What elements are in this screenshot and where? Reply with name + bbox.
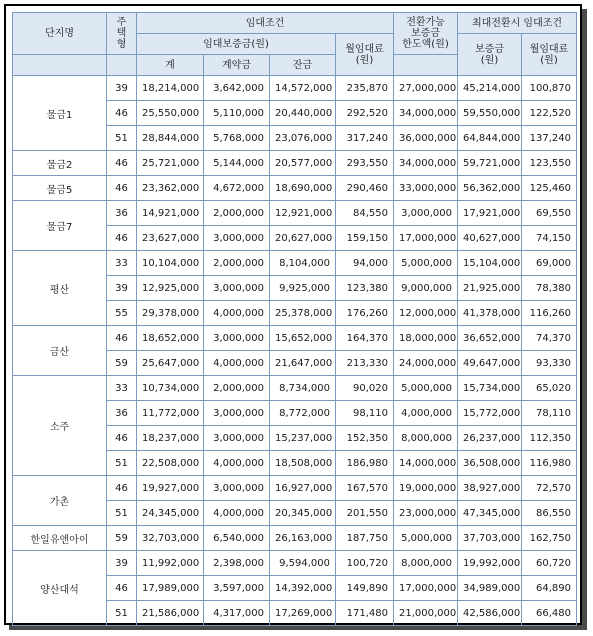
header-spacer [107, 55, 137, 76]
max-deposit-cell: 42,586,000 [458, 601, 522, 626]
header-convertible: 전환가능 보증금 한도액(원) [394, 13, 458, 55]
deposit-total-cell: 29,378,000 [137, 301, 204, 326]
unit-type-cell: 46 [107, 151, 137, 176]
deposit-balance-cell: 20,440,000 [270, 101, 336, 126]
deposit-total-cell: 14,921,000 [137, 201, 204, 226]
monthly-rent-cell: 186,980 [336, 451, 394, 476]
deposit-balance-cell: 20,627,000 [270, 226, 336, 251]
max-rent-cell: 122,520 [522, 101, 577, 126]
table-row [13, 376, 577, 401]
complex-name: 소주 [13, 376, 107, 476]
table-row [13, 176, 577, 201]
max-deposit-cell: 15,734,000 [458, 376, 522, 401]
monthly-rent-cell: 235,870 [336, 76, 394, 101]
max-rent-cell: 78,110 [522, 401, 577, 426]
deposit-balance-cell: 20,345,000 [270, 501, 336, 526]
deposit-balance-cell: 21,647,000 [270, 351, 336, 376]
monthly-rent-cell: 84,550 [336, 201, 394, 226]
unit-type-cell: 39 [107, 76, 137, 101]
deposit-total-cell: 10,104,000 [137, 251, 204, 276]
deposit-total-cell: 18,652,000 [137, 326, 204, 351]
deposit-balance-cell: 15,237,000 [270, 426, 336, 451]
monthly-rent-cell: 123,380 [336, 276, 394, 301]
max-deposit-cell: 41,378,000 [458, 301, 522, 326]
unit-type-cell: 46 [107, 576, 137, 601]
deposit-total-cell: 22,508,000 [137, 451, 204, 476]
complex-name: 물금2 [13, 151, 107, 176]
max-rent-cell: 69,550 [522, 201, 577, 226]
deposit-contract-cell: 6,540,000 [204, 526, 270, 551]
max-deposit-cell: 17,921,000 [458, 201, 522, 226]
monthly-rent-cell: 100,720 [336, 551, 394, 576]
monthly-rent-cell: 94,000 [336, 251, 394, 276]
convertible-limit-cell: 12,000,000 [394, 301, 458, 326]
max-deposit-cell: 36,508,000 [458, 451, 522, 476]
max-rent-cell: 137,240 [522, 126, 577, 151]
max-deposit-cell: 49,647,000 [458, 351, 522, 376]
unit-type-cell: 55 [107, 301, 137, 326]
max-deposit-cell: 36,652,000 [458, 326, 522, 351]
max-deposit-cell: 21,925,000 [458, 276, 522, 301]
max-deposit-cell: 45,214,000 [458, 76, 522, 101]
convertible-limit-cell: 3,000,000 [394, 201, 458, 226]
unit-type-cell: 46 [107, 426, 137, 451]
deposit-contract-cell: 3,000,000 [204, 226, 270, 251]
unit-type-cell: 46 [107, 326, 137, 351]
deposit-total-cell: 25,721,000 [137, 151, 204, 176]
unit-type-cell: 46 [107, 226, 137, 251]
monthly-rent-cell: 293,550 [336, 151, 394, 176]
deposit-contract-cell: 2,000,000 [204, 201, 270, 226]
unit-type-cell: 46 [107, 176, 137, 201]
complex-name: 물금5 [13, 176, 107, 201]
convertible-limit-cell: 36,000,000 [394, 126, 458, 151]
header-spacer [394, 55, 458, 76]
deposit-balance-cell: 18,508,000 [270, 451, 336, 476]
deposit-total-cell: 19,927,000 [137, 476, 204, 501]
unit-type-cell: 36 [107, 201, 137, 226]
max-rent-cell: 74,150 [522, 226, 577, 251]
unit-type-cell: 39 [107, 276, 137, 301]
complex-name: 금산 [13, 326, 107, 376]
deposit-balance-cell: 26,163,000 [270, 526, 336, 551]
unit-type-cell: 51 [107, 451, 137, 476]
monthly-rent-cell: 90,020 [336, 376, 394, 401]
deposit-contract-cell: 4,317,000 [204, 601, 270, 626]
table-row [13, 251, 577, 276]
convertible-limit-cell: 34,000,000 [394, 101, 458, 126]
table-row [13, 326, 577, 351]
deposit-balance-cell: 25,378,000 [270, 301, 336, 326]
convertible-limit-cell: 27,000,000 [394, 76, 458, 101]
monthly-rent-cell: 176,260 [336, 301, 394, 326]
max-deposit-cell: 19,992,000 [458, 551, 522, 576]
monthly-rent-cell: 152,350 [336, 426, 394, 451]
deposit-contract-cell: 5,110,000 [204, 101, 270, 126]
header-contract: 계약금 [204, 55, 270, 76]
deposit-total-cell: 25,550,000 [137, 101, 204, 126]
deposit-total-cell: 28,844,000 [137, 126, 204, 151]
max-rent-cell: 116,260 [522, 301, 577, 326]
max-deposit-cell: 34,989,000 [458, 576, 522, 601]
deposit-total-cell: 21,586,000 [137, 601, 204, 626]
deposit-contract-cell: 3,642,000 [204, 76, 270, 101]
convertible-limit-cell: 14,000,000 [394, 451, 458, 476]
max-rent-cell: 123,550 [522, 151, 577, 176]
deposit-contract-cell: 2,398,000 [204, 551, 270, 576]
deposit-balance-cell: 12,921,000 [270, 201, 336, 226]
max-deposit-cell: 26,237,000 [458, 426, 522, 451]
deposit-total-cell: 32,703,000 [137, 526, 204, 551]
deposit-contract-cell: 3,000,000 [204, 276, 270, 301]
unit-type-cell: 33 [107, 376, 137, 401]
convertible-limit-cell: 33,000,000 [394, 176, 458, 201]
deposit-contract-cell: 4,000,000 [204, 501, 270, 526]
table-row [13, 76, 577, 101]
monthly-rent-cell: 187,750 [336, 526, 394, 551]
max-rent-cell: 69,000 [522, 251, 577, 276]
convertible-limit-cell: 17,000,000 [394, 226, 458, 251]
deposit-total-cell: 23,627,000 [137, 226, 204, 251]
max-deposit-cell: 15,104,000 [458, 251, 522, 276]
unit-type-cell: 36 [107, 401, 137, 426]
deposit-balance-cell: 9,925,000 [270, 276, 336, 301]
deposit-total-cell: 12,925,000 [137, 276, 204, 301]
table-row [13, 526, 577, 551]
deposit-balance-cell: 8,772,000 [270, 401, 336, 426]
max-deposit-cell: 15,772,000 [458, 401, 522, 426]
monthly-rent-cell: 164,370 [336, 326, 394, 351]
convertible-limit-cell: 21,000,000 [394, 601, 458, 626]
convertible-limit-cell: 8,000,000 [394, 551, 458, 576]
unit-type-cell: 46 [107, 101, 137, 126]
max-deposit-cell: 47,345,000 [458, 501, 522, 526]
table-body [13, 76, 577, 626]
deposit-balance-cell: 16,927,000 [270, 476, 336, 501]
deposit-contract-cell: 4,000,000 [204, 301, 270, 326]
header-balance: 잔금 [270, 55, 336, 76]
deposit-total-cell: 11,772,000 [137, 401, 204, 426]
convertible-limit-cell: 18,000,000 [394, 326, 458, 351]
deposit-balance-cell: 15,652,000 [270, 326, 336, 351]
header-total: 계 [137, 55, 204, 76]
unit-type-cell: 51 [107, 501, 137, 526]
header-conv-rent: 월임대료 (원) [522, 34, 577, 76]
complex-name: 물금7 [13, 201, 107, 251]
deposit-contract-cell: 3,000,000 [204, 326, 270, 351]
monthly-rent-cell: 167,570 [336, 476, 394, 501]
max-deposit-cell: 56,362,000 [458, 176, 522, 201]
deposit-contract-cell: 3,000,000 [204, 401, 270, 426]
deposit-total-cell: 18,214,000 [137, 76, 204, 101]
max-rent-cell: 162,750 [522, 526, 577, 551]
max-rent-cell: 74,370 [522, 326, 577, 351]
unit-type-cell: 33 [107, 251, 137, 276]
deposit-contract-cell: 4,000,000 [204, 351, 270, 376]
max-rent-cell: 66,480 [522, 601, 577, 626]
convertible-limit-cell: 24,000,000 [394, 351, 458, 376]
deposit-total-cell: 17,989,000 [137, 576, 204, 601]
monthly-rent-cell: 317,240 [336, 126, 394, 151]
convertible-limit-cell: 5,000,000 [394, 526, 458, 551]
deposit-contract-cell: 4,672,000 [204, 176, 270, 201]
convertible-limit-cell: 5,000,000 [394, 251, 458, 276]
deposit-total-cell: 24,345,000 [137, 501, 204, 526]
deposit-balance-cell: 14,392,000 [270, 576, 336, 601]
deposit-balance-cell: 23,076,000 [270, 126, 336, 151]
convertible-limit-cell: 5,000,000 [394, 376, 458, 401]
deposit-balance-cell: 8,734,000 [270, 376, 336, 401]
convertible-limit-cell: 23,000,000 [394, 501, 458, 526]
convertible-limit-cell: 4,000,000 [394, 401, 458, 426]
convertible-limit-cell: 34,000,000 [394, 151, 458, 176]
header-monthly-rent: 월임대료 (원) [336, 34, 394, 76]
header-unit-type: 주 택 형 [107, 13, 137, 55]
unit-type-cell: 59 [107, 526, 137, 551]
lease-terms-table [12, 12, 577, 626]
header-spacer [13, 55, 107, 76]
max-rent-cell: 116,980 [522, 451, 577, 476]
header-deposit: 임대보증금(원) [137, 34, 336, 55]
monthly-rent-cell: 201,550 [336, 501, 394, 526]
max-deposit-cell: 38,927,000 [458, 476, 522, 501]
deposit-contract-cell: 3,000,000 [204, 426, 270, 451]
complex-name: 가촌 [13, 476, 107, 526]
convertible-limit-cell: 8,000,000 [394, 426, 458, 451]
header-lease-terms: 임대조건 [137, 13, 394, 34]
monthly-rent-cell: 290,460 [336, 176, 394, 201]
deposit-total-cell: 23,362,000 [137, 176, 204, 201]
deposit-balance-cell: 20,577,000 [270, 151, 336, 176]
unit-type-cell: 51 [107, 126, 137, 151]
convertible-limit-cell: 17,000,000 [394, 576, 458, 601]
deposit-total-cell: 11,992,000 [137, 551, 204, 576]
monthly-rent-cell: 171,480 [336, 601, 394, 626]
max-deposit-cell: 59,550,000 [458, 101, 522, 126]
deposit-total-cell: 18,237,000 [137, 426, 204, 451]
unit-type-cell: 39 [107, 551, 137, 576]
max-rent-cell: 64,890 [522, 576, 577, 601]
monthly-rent-cell: 213,330 [336, 351, 394, 376]
complex-name: 평산 [13, 251, 107, 326]
deposit-balance-cell: 18,690,000 [270, 176, 336, 201]
complex-name: 양산대석 [13, 551, 107, 626]
unit-type-cell: 46 [107, 476, 137, 501]
max-deposit-cell: 37,703,000 [458, 526, 522, 551]
deposit-contract-cell: 5,768,000 [204, 126, 270, 151]
table-row [13, 551, 577, 576]
monthly-rent-cell: 292,520 [336, 101, 394, 126]
max-rent-cell: 78,380 [522, 276, 577, 301]
unit-type-cell: 59 [107, 351, 137, 376]
max-deposit-cell: 64,844,000 [458, 126, 522, 151]
max-rent-cell: 86,550 [522, 501, 577, 526]
deposit-contract-cell: 3,597,000 [204, 576, 270, 601]
table-row [13, 151, 577, 176]
convertible-limit-cell: 19,000,000 [394, 476, 458, 501]
unit-type-cell: 51 [107, 601, 137, 626]
complex-name: 한일유앤아이 [13, 526, 107, 551]
table-frame [4, 4, 582, 625]
max-rent-cell: 93,330 [522, 351, 577, 376]
deposit-contract-cell: 2,000,000 [204, 251, 270, 276]
deposit-balance-cell: 8,104,000 [270, 251, 336, 276]
deposit-contract-cell: 4,000,000 [204, 451, 270, 476]
max-rent-cell: 65,020 [522, 376, 577, 401]
max-rent-cell: 100,870 [522, 76, 577, 101]
deposit-contract-cell: 2,000,000 [204, 376, 270, 401]
deposit-total-cell: 25,647,000 [137, 351, 204, 376]
max-rent-cell: 112,350 [522, 426, 577, 451]
header-complex: 단지명 [13, 13, 107, 55]
max-deposit-cell: 59,721,000 [458, 151, 522, 176]
max-deposit-cell: 40,627,000 [458, 226, 522, 251]
deposit-total-cell: 10,734,000 [137, 376, 204, 401]
deposit-balance-cell: 17,269,000 [270, 601, 336, 626]
table-row [13, 476, 577, 501]
max-rent-cell: 60,720 [522, 551, 577, 576]
deposit-balance-cell: 14,572,000 [270, 76, 336, 101]
complex-name: 물금1 [13, 76, 107, 151]
convertible-limit-cell: 9,000,000 [394, 276, 458, 301]
monthly-rent-cell: 149,890 [336, 576, 394, 601]
deposit-contract-cell: 3,000,000 [204, 476, 270, 501]
max-rent-cell: 125,460 [522, 176, 577, 201]
monthly-rent-cell: 159,150 [336, 226, 394, 251]
header-max-conversion: 최대전환시 임대조건 [458, 13, 577, 34]
max-rent-cell: 72,570 [522, 476, 577, 501]
monthly-rent-cell: 98,110 [336, 401, 394, 426]
header-conv-deposit: 보증금 (원) [458, 34, 522, 76]
deposit-contract-cell: 5,144,000 [204, 151, 270, 176]
table-row [13, 201, 577, 226]
deposit-balance-cell: 9,594,000 [270, 551, 336, 576]
